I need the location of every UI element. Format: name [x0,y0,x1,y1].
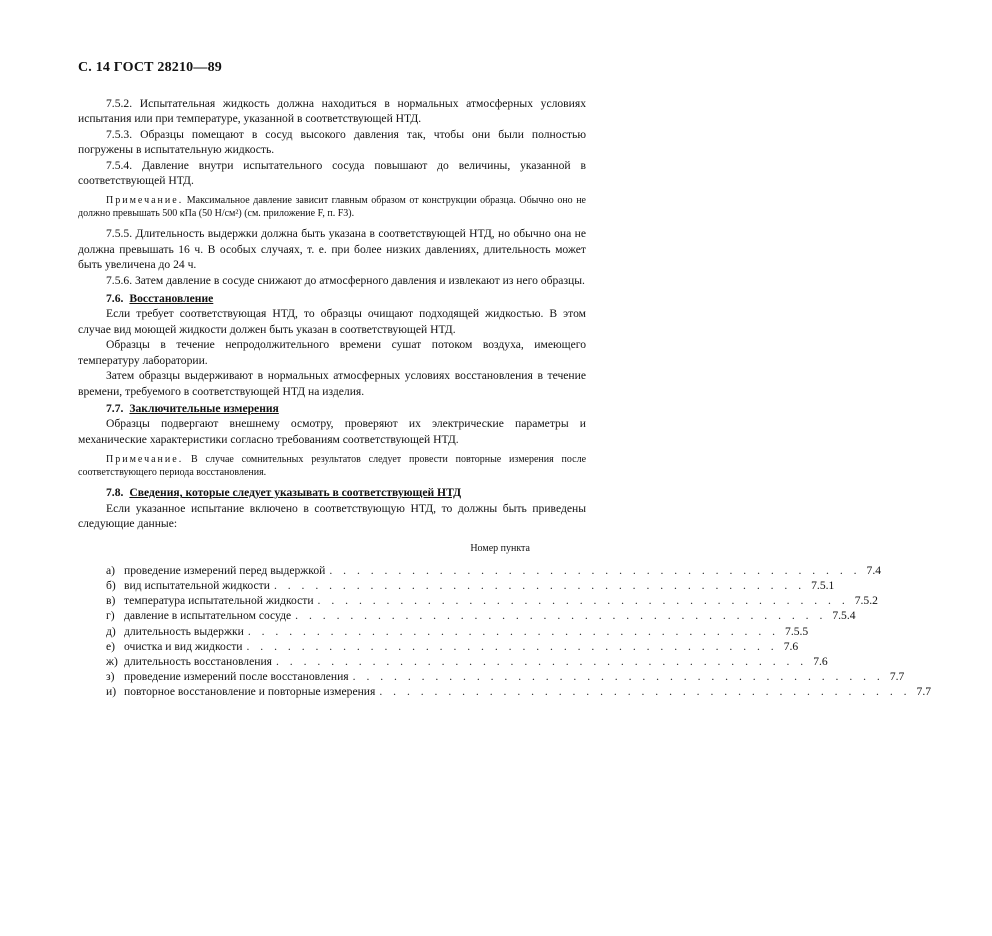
section-number: 7.8. [106,486,124,500]
list-item [78,578,835,593]
leader-dots: . . . . . . . . . . . . . . . . . . . . . . . . . . . . . . . . . . . . . . . [247,624,780,638]
note-remeasure [78,453,586,479]
item-clause-ref: 7.7 [916,685,932,699]
paragraph-7-5-6: 7.5.6. Затем давление в сосуде снижают до атмосферного давления и извлекают из него образцы. [106,273,585,287]
item-text: повторное восстановление и повторные измерения [124,685,376,699]
data-list [78,563,932,700]
item-letter: е) [106,639,116,653]
note-pressure [78,194,586,220]
paragraph-7-6-b: Образцы в течение непродолжительного времени сушат потоком воздуха, имеющего температуру лаборатории. [78,338,586,367]
paragraph-7-5-3: 7.5.3. Образцы помещают в сосуд высокого давления так, чтобы они были полностью погружены в испытательную жидкость. [78,127,586,157]
list-item [78,563,882,578]
list-item [78,608,856,623]
section-title: Восстановление [129,292,214,306]
section-number: 7.7. [106,401,124,415]
leader-dots: . . . . . . . . . . . . . . . . . . . . . . . . . . . . . . . . . . . . . . . [276,654,808,668]
item-text: проведение измерений после восстановления [124,670,349,684]
list-item [78,593,878,608]
paragraph-7-5-2: 7.5.2. Испытательная жидкость должна находиться в нормальных атмосферных условиях испытания или при температуре, указанной в соответствующей НТД. [78,97,586,126]
leader-dots: . . . . . . . . . . . . . . . . . . . . . . . . . . . . . . . . . . . . . . . [352,670,884,684]
leader-dots: . . . . . . . . . . . . . . . . . . . . . . . . . . . . . . . . . . . . . . . [273,578,806,592]
section-title: Сведения, которые следует указывать в соответствующей НТД [129,486,462,500]
item-clause-ref: 7.7 [889,670,905,684]
section-7-6-heading [78,291,586,306]
note-text: В случае сомнительных результатов следует провести повторные измерения после соответствующего периода восстановления. [78,454,587,479]
leader-dots: . . . . . . . . . . . . . . . . . . . . . . . . . . . . . . . . . . . . . . . [379,685,911,699]
column-header-clause-number: Номер пункта [470,543,530,555]
leader-dots: . . . . . . . . . . . . . . . . . . . . . . . . . . . . . . . . . . . . . . . [246,639,778,653]
section-7-7-heading [78,401,586,416]
item-text: проведение измерений перед выдержкой [124,563,326,577]
item-text: вид испытательной жидкости [124,578,270,592]
paragraph-7-6-c: Затем образцы выдерживают в нормальных атмосферных условиях восстановления в течение времени, требуемого в соответствующей НТД на изделия. [78,369,586,398]
item-text: температура испытательной жидкости [124,594,314,608]
paragraph-7-5-4: 7.5.4. Давление внутри испытательного сосуда повышают до величины, указанной в соответствующей НТД. [78,158,586,188]
note-label: Примечание. [106,195,184,207]
item-text: давление в испытательном сосуде [124,609,292,623]
item-clause-ref: 7.5.4 [832,609,856,623]
item-clause-ref: 7.5.2 [854,594,878,608]
document-body [78,96,932,699]
item-letter: в) [106,594,116,608]
paragraph-7-8-intro: Если указанное испытание включено в соответствующую НТД, то должны быть приведены следующие данные: [78,501,586,530]
item-letter: г) [106,609,115,623]
page-header: С. 14 ГОСТ 28210—89 [78,60,222,75]
item-clause-ref: 7.6 [813,654,828,668]
note-label: Примечание. [106,454,184,466]
item-text: длительность восстановления [124,654,272,668]
item-clause-ref: 7.5.1 [811,578,835,592]
item-letter: з) [106,670,115,684]
item-text: длительность выдержки [124,624,244,638]
section-title: Заключительные измерения [129,401,279,415]
item-clause-ref: 7.6 [783,639,799,653]
item-letter: ж) [106,654,118,668]
list-item [78,624,809,639]
leader-dots: . . . . . . . . . . . . . . . . . . . . . . . . . . . . . . . . . . . . . . . [329,563,861,577]
item-letter: б) [106,578,116,592]
section-7-8-heading [78,485,586,500]
leader-dots: . . . . . . . . . . . . . . . . . . . . . . . . . . . . . . . . . . . . . . . [295,609,827,623]
list-item [78,639,799,654]
paragraph-7-6-a: Если требует соответствующая НТД, то образцы очищают подходящей жидкостью. В этом случае вид моющей жидкости должен быть указан в соответствующей НТД. [78,307,586,336]
list-item [78,669,905,684]
item-letter: и) [106,685,117,699]
item-letter: а) [106,563,116,577]
paragraph-7-7: Образцы подвергают внешнему осмотру, проверяют их электрические параметры и механические характеристики согласно требованиям соответствующей НТД. [78,417,586,446]
note-text: Максимальное давление зависит главным образом от конструкции образца. Обычно оно не должно превышать 500 кПа (50 Н/см²) (см. приложение F, п. F3). [78,195,586,220]
item-letter: д) [106,624,116,638]
item-text: очистка и вид жидкости [124,639,243,653]
section-number: 7.6. [106,292,124,306]
item-clause-ref: 7.5.5 [785,624,809,638]
item-clause-ref: 7.4 [866,563,882,577]
paragraph-7-5-5: 7.5.5. Длительность выдержки должна быть указана в соответствующей НТД, но обычно она не должна превышать 16 ч. В особых случаях, т. е. при более низких давлениях, длительность может быть увеличена до 24 ч. [78,227,586,272]
list-item [78,654,828,669]
list-item [78,684,932,699]
leader-dots: . . . . . . . . . . . . . . . . . . . . . . . . . . . . . . . . . . . . . . . [317,594,849,608]
